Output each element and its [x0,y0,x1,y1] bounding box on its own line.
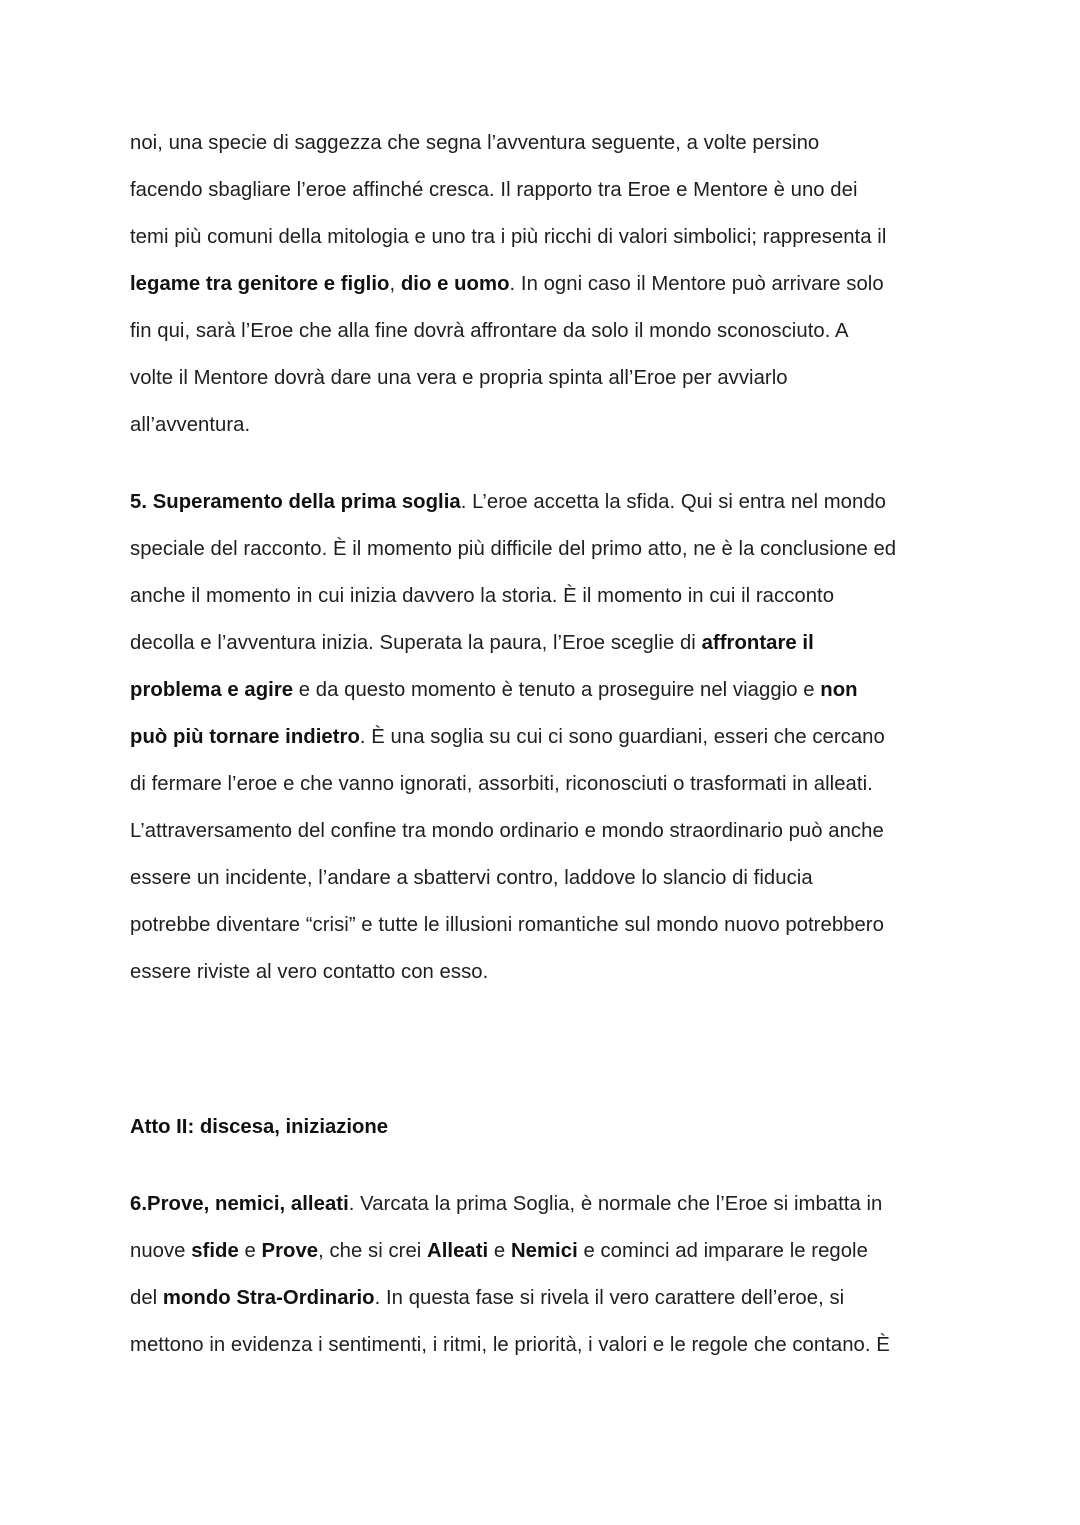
text-line: potrebbe diventare “crisi” e tutte le illusioni romantiche sul mondo nuovo potrebbero [130,914,884,936]
text-segment: . È una soglia su cui ci sono guardiani, esseri che cercano [359,726,885,748]
bold-phrase: legame tra genitore e figlio [130,273,390,295]
text-line: L’attraversamento del confine tra mondo ordinario e mondo straordinario può anche [130,820,884,842]
text-line: di fermare l’eroe e che vanno ignorati, assorbiti, riconosciuti o trasformati in alleati. [130,773,873,795]
text-line: facendo sbagliare l’eroe affinché cresca. Il rapporto tra Eroe e Mentore è uno dei [130,179,858,201]
bold-phrase: può più tornare indietro [130,726,360,748]
text-segment: , che si crei [318,1240,428,1262]
text-segment: . In questa fase si rivela il vero carattere dell’eroe, si [374,1287,845,1309]
text-line [130,725,885,749]
bold-phrase: dio e uomo [400,273,510,295]
text-line [130,678,858,702]
act-2-heading: Atto II: discesa, iniziazione [130,1116,389,1138]
text-line: essere riviste al vero contatto con esso. [130,961,489,983]
text-segment: , [389,273,401,295]
text-segment: e [238,1240,262,1262]
text-segment: . In ogni caso il Mentore può arrivare solo [509,273,884,295]
bold-phrase: Prove [261,1240,319,1262]
text-segment: e cominci ad imparare le regole [577,1240,868,1262]
text-segment: e da questo momento è tenuto a proseguire nel viaggio e [293,679,821,701]
text-segment: . L’eroe accetta la sfida. Qui si entra nel mondo [460,491,886,513]
text-line: speciale del racconto. È il momento più difficile del primo atto, ne è la conclusione ed [130,538,897,560]
text-line: all’avventura. [130,414,251,436]
text-line: temi più comuni della mitologia e uno tra i più ricchi di valori simbolici; rappresenta il [130,226,887,248]
bold-phrase: affrontare il [701,632,814,654]
section-5-title: 5. Superamento della prima soglia [130,491,461,513]
text-line [130,490,886,514]
bold-phrase: mondo Stra-Ordinario [162,1287,375,1309]
text-line: anche il momento in cui inizia davvero la storia. È il momento in cui il racconto [130,585,835,607]
text-line [130,1239,868,1263]
section-6-title: 6.Prove, nemici, alleati [130,1193,349,1215]
bold-phrase: sfide [191,1240,239,1262]
text-line: noi, una specie di saggezza che segna l’avventura seguente, a volte persino [130,132,820,154]
text-line [130,1286,844,1310]
text-segment: decolla e l’avventura inizia. Superata la paura, l’Eroe sceglie di [130,632,702,654]
text-line [130,631,814,655]
text-line: mettono in evidenza i sentimenti, i ritmi, le priorità, i valori e le regole che contano. È [130,1334,890,1356]
bold-phrase: Nemici [510,1240,578,1262]
text-segment: e [488,1240,511,1262]
text-segment: del [130,1287,163,1309]
text-line [130,272,884,296]
text-line [130,1192,882,1216]
bold-phrase: Alleati [427,1240,489,1262]
text-segment: nuove [130,1240,192,1262]
text-line: essere un incidente, l’andare a sbattervi contro, laddove lo slancio di fiducia [130,867,813,889]
text-line: volte il Mentore dovrà dare una vera e propria spinta all’Eroe per avviarlo [130,367,788,389]
text-line: fin qui, sarà l’Eroe che alla fine dovrà affrontare da solo il mondo sconosciuto. A [130,320,849,342]
bold-phrase: non [820,679,858,701]
text-segment: . Varcata la prima Soglia, è normale che l’Eroe si imbatta in [348,1193,883,1215]
bold-phrase: problema e agire [130,679,294,701]
